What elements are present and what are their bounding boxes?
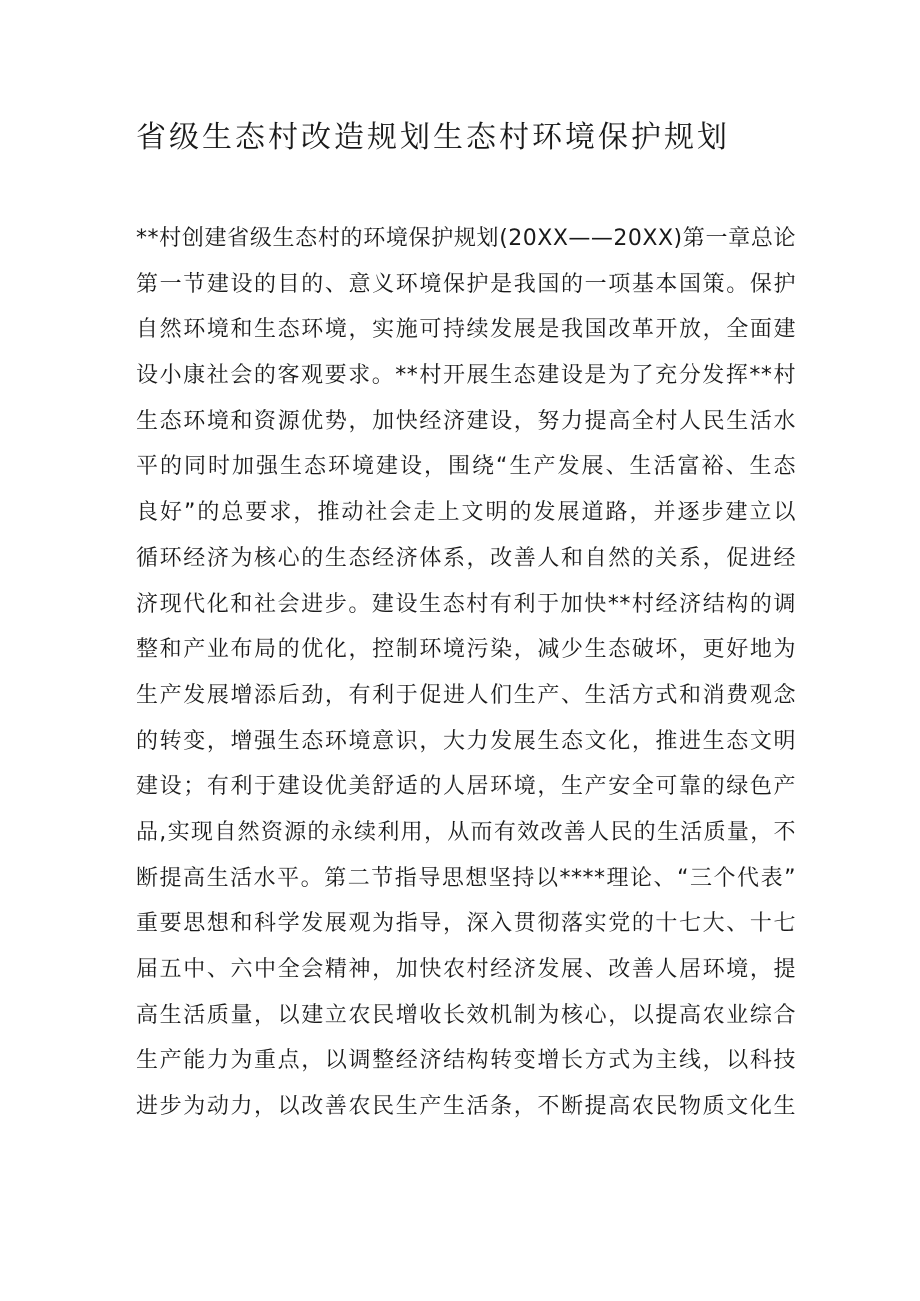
body-line: 重要思想和科学发展观为指导，深入贯彻落实党的十七大、十七 — [136, 911, 796, 937]
body-line: 循环经济为核心的生态经济体系，改善人和自然的关系，促进经 — [136, 545, 796, 571]
document-title: 省级生态村改造规划生态村环境保护规划 — [136, 120, 730, 155]
body-line: 良好”的总要求，推动社会走上文明的发展道路，并逐步建立以 — [136, 500, 796, 526]
body-line: 第一节建设的目的、意义环境保护是我国的一项基本国策。保护 — [136, 271, 796, 297]
body-line: 自然环境和生态环境，实施可持续发展是我国改革开放，全面建 — [136, 317, 796, 343]
body-line: 生产能力为重点，以调整经济结构转变增长方式为主线，以科技 — [136, 1048, 796, 1074]
body-line: 高生活质量，以建立农民增收长效机制为核心，以提高农业综合 — [136, 1002, 796, 1028]
body-line: 的转变，增强生态环境意识，大力发展生态文化，推进生态文明 — [136, 728, 796, 754]
body-line: 断提高生活水平。第二节指导思想坚持以****理论、“三个代表” — [136, 865, 796, 891]
body-line: 生态环境和资源优势，加快经济建设，努力提高全村人民生活水 — [136, 408, 796, 434]
body-line: 济现代化和社会进步。建设生态村有利于加快**村经济结构的调 — [136, 591, 796, 617]
document-body — [136, 216, 796, 1130]
body-line: 进步为动力，以改善农民生产生活条，不断提高农民物质文化生 — [136, 1094, 796, 1120]
body-line: 生产发展增添后劲，有利于促进人们生产、生活方式和消费观念 — [136, 682, 796, 708]
body-line: 品,实现自然资源的永续利用，从而有效改善人民的生活质量，不 — [136, 819, 796, 845]
body-line: **村创建省级生态村的环境保护规划(20XX——20XX)第一章总论 — [136, 226, 796, 251]
body-line: 建设；有利于建设优美舒适的人居环境，生产安全可靠的绿色产 — [136, 774, 796, 800]
body-line: 平的同时加强生态环境建设，围绕“生产发展、生活富裕、生态 — [136, 454, 796, 480]
body-line: 整和产业布局的优化，控制环境污染，减少生态破坏，更好地为 — [136, 637, 796, 663]
body-line: 设小康社会的客观要求。**村开展生态建设是为了充分发挥**村 — [136, 363, 796, 389]
body-line: 届五中、六中全会精神，加快农村经济发展、改善人居环境，提 — [136, 957, 796, 982]
